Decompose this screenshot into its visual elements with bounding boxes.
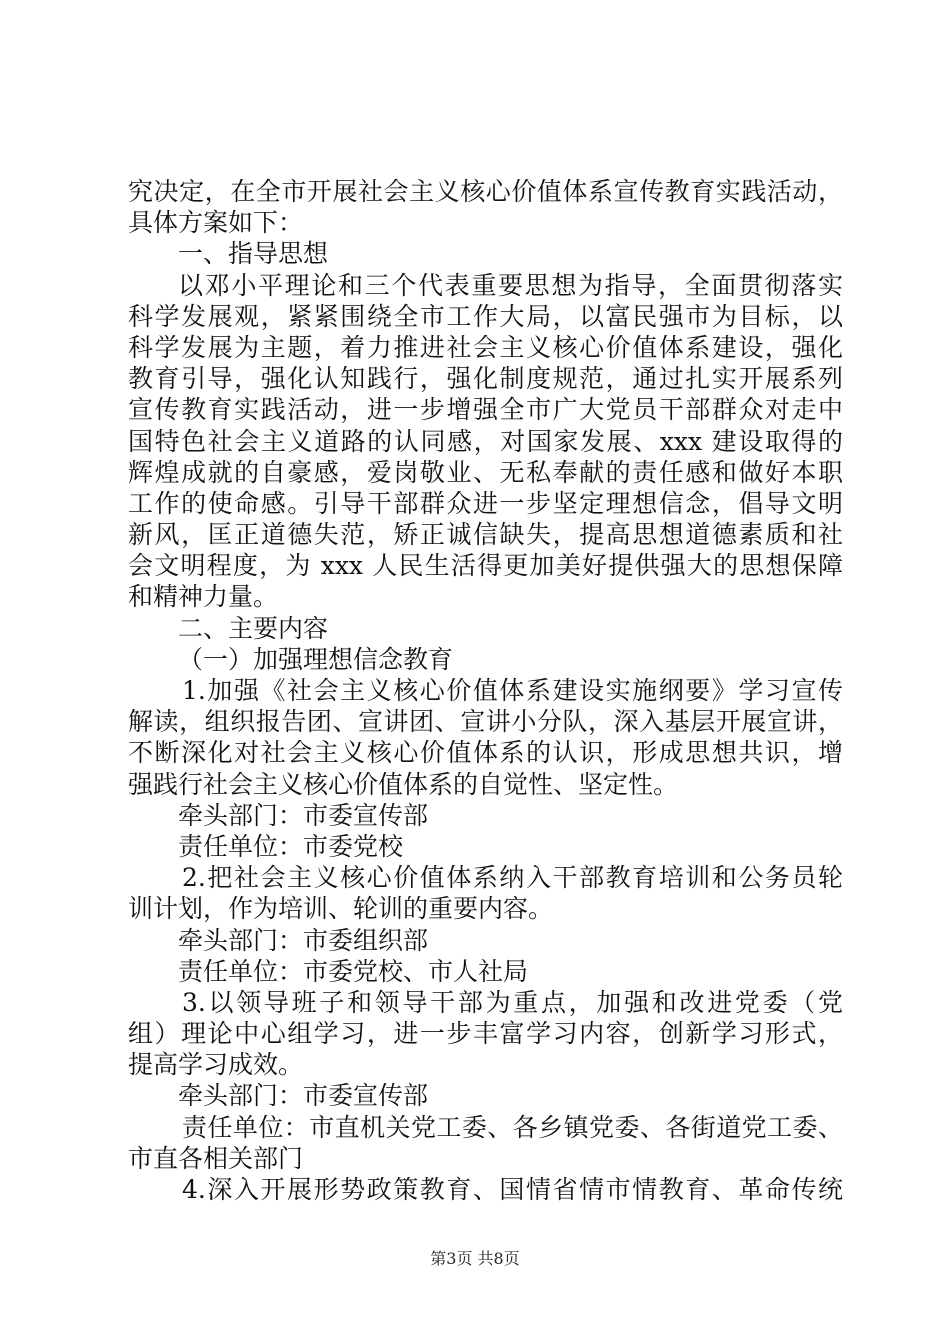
document-body [128, 176, 843, 1205]
text-line: 科学发展观，紧紧围绕全市工作大局，以富民强市为目标，以 [128, 301, 843, 331]
text-line: 提高学习成效。 [128, 1050, 304, 1080]
responsible-unit: 责任单位：市直机关党工委、各乡镇党委、各街道党工委、 [182, 1112, 843, 1142]
text-line: 国特色社会主义道路的认同感，对国家发展、xxx 建设取得的 [128, 426, 843, 456]
text-line: 组）理论中心组学习，进一步丰富学习内容，创新学习形式， [128, 1019, 843, 1049]
subsection-heading: （一）加强理想信念教育 [178, 644, 454, 674]
text-line: 究决定，在全市开展社会主义核心价值体系宣传教育实践活动， [128, 177, 843, 206]
text-line: 会文明程度，为 xxx 人民生活得更加美好提供强大的思想保障 [128, 551, 843, 581]
text-line: 辉煌成就的自豪感，爱岗敬业、无私奉献的责任感和做好本职 [128, 457, 843, 487]
section-heading: 二、主要内容 [178, 613, 329, 643]
text-line: 强践行社会主义核心价值体系的自觉性、坚定性。 [128, 769, 679, 799]
text-line: 2.把社会主义核心价值体系纳入干部教育培训和公务员轮 [182, 863, 843, 893]
text-line: 1.加强《社会主义核心价值体系建设实施纲要》学习宣传 [182, 676, 843, 705]
text-line: 和精神力量。 [128, 582, 279, 612]
page-footer: 第3页 共8页 [430, 1249, 520, 1268]
responsible-unit: 责任单位：市委党校、市人社局 [178, 956, 529, 986]
lead-department: 牵头部门：市委宣传部 [178, 1081, 429, 1111]
text-line: 4.深入开展形势政策教育、国情省情市情教育、革命传统 [182, 1175, 843, 1204]
text-line: 以邓小平理论和三个代表重要思想为指导，全面贯彻落实 [178, 270, 843, 300]
text-line: 工作的使命感。引导干部群众进一步坚定理想信念，倡导文明 [128, 488, 843, 518]
lead-department: 牵头部门：市委宣传部 [178, 800, 429, 830]
text-line: 不断深化对社会主义核心价值体系的认识，形成思想共识，增 [128, 738, 843, 768]
lead-department: 牵头部门：市委组织部 [178, 925, 429, 955]
text-line: 训计划，作为培训、轮训的重要内容。 [128, 894, 554, 924]
text-line: 宣传教育实践活动，进一步增强全市广大党员干部群众对走中 [128, 395, 843, 425]
text-line: 新风，匡正道德失范，矫正诚信缺失，提高思想道德素质和社 [128, 520, 843, 550]
text-line: 教育引导，强化认知践行，强化制度规范，通过扎实开展系列 [128, 364, 843, 394]
text-line: 解读，组织报告团、宣讲团、宣讲小分队，深入基层开展宣讲， [128, 707, 843, 737]
responsible-unit: 责任单位：市委党校 [178, 831, 404, 861]
text-line: 具体方案如下： [128, 208, 304, 238]
text-line: 科学发展为主题，着力推进社会主义核心价值体系建设，强化 [128, 332, 843, 362]
section-heading: 一、指导思想 [178, 239, 329, 269]
text-line: 市直各相关部门 [128, 1143, 304, 1173]
text-line: 3.以领导班子和领导干部为重点，加强和改进党委（党 [182, 987, 843, 1017]
